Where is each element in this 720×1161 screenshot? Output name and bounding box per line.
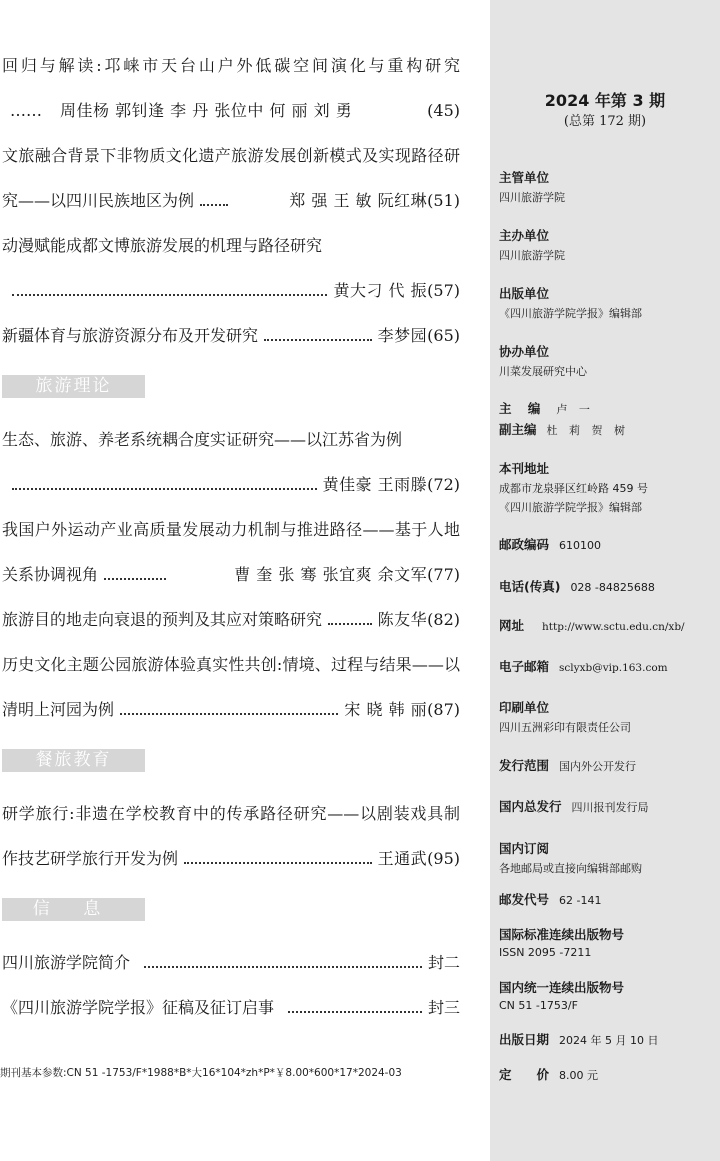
info-subscription: 国内订阅 各地邮局或直接向编辑部邮购	[499, 841, 642, 875]
info-distributor: 国内总发行 四川报刊发行局	[499, 799, 649, 814]
info-co-organizer: 协办单位 川菜发展研究中心	[499, 344, 587, 378]
toc-leader: ……	[10, 101, 42, 120]
toc-authors: 李梦园	[377, 326, 428, 345]
toc-entry-title[interactable]: 动漫赋能成都文博旅游发展的机理与路径研究	[2, 236, 323, 255]
toc-entry-byline	[2, 560, 460, 590]
toc-page: (95)	[427, 849, 460, 868]
info-phone: 电话(传真) 028 -84825688	[499, 579, 655, 594]
dot-leader	[12, 488, 317, 490]
section-heading: 餐旅教育	[2, 749, 145, 772]
toc-page: (51)	[427, 191, 460, 210]
dot-leader	[144, 966, 422, 968]
dot-leader	[288, 1011, 422, 1013]
info-publish-date: 出版日期 2024 年 5 月 10 日	[499, 1032, 659, 1047]
toc-entry-title[interactable]: 文旅融合背景下非物质文化遗产旅游发展创新模式及实现路径研	[2, 146, 460, 165]
toc-entry-byline	[2, 844, 460, 874]
toc-authors: 周佳杨 郭钊逢 李 丹 张位中 何 丽 刘 勇	[60, 101, 353, 120]
toc-entry-byline	[2, 96, 460, 126]
section-heading: 旅游理论	[2, 375, 145, 398]
toc-entry-title[interactable]: 历史文化主题公园旅游体验真实性共创:情境、过程与结果——以	[2, 655, 460, 674]
toc-entry-title[interactable]: 新疆体育与旅游资源分布及开发研究	[2, 326, 259, 345]
toc-entry[interactable]	[2, 948, 460, 978]
toc-title-cont[interactable]: 作技艺研学旅行开发为例	[2, 849, 179, 868]
toc-entry-byline	[2, 276, 460, 306]
info-address: 本刊地址 成都市龙泉驿区红岭路 459 号 《四川旅游学院学报》编辑部	[499, 461, 648, 514]
info-printer: 印刷单位 四川五洲彩印有限责任公司	[499, 700, 631, 734]
info-mail-code: 邮发代号 62 -141	[499, 892, 602, 907]
toc-entry[interactable]	[2, 321, 460, 351]
toc-authors: 黄佳豪 王雨滕	[322, 475, 428, 494]
info-website: 网址 http://www.sctu.edu.cn/xb/	[499, 618, 685, 633]
toc-entry-title[interactable]: 回归与解读:邛崃市天台山户外低碳空间演化与重构研究	[2, 56, 460, 75]
journal-parameters: 期刊基本参数:CN 51 -1753/F*1988*B*大16*104*zh*P*￥8.00*600*17*2024-03	[0, 1067, 402, 1079]
toc-authors: 陈友华	[377, 610, 428, 629]
toc-entry-title[interactable]: 四川旅游学院简介	[2, 953, 131, 972]
toc-authors: 宋 晓 韩 丽	[344, 700, 428, 719]
info-issn: 国际标准连续出版物号 ISSN 2095 -7211	[499, 927, 625, 959]
toc-authors: 王通武	[377, 849, 428, 868]
info-sponsor: 主办单位 四川旅游学院	[499, 228, 565, 262]
dot-leader	[12, 294, 327, 296]
toc-entry-byline	[2, 695, 460, 725]
toc-entry-title[interactable]: 生态、旅游、养老系统耦合度实证研究——以江苏省为例	[2, 430, 403, 449]
toc-entry-title[interactable]: 研学旅行:非遗在学校教育中的传承路径研究——以剧装戏具制	[2, 804, 460, 823]
info-price: 定 价 8.00 元	[499, 1067, 599, 1082]
toc-entry-title[interactable]: 《四川旅游学院学报》征稿及征订启事	[2, 998, 275, 1017]
toc-page: (57)	[427, 281, 460, 300]
toc-page: (87)	[427, 700, 460, 719]
toc-page: 封二	[427, 953, 460, 972]
toc-entry[interactable]	[2, 605, 460, 635]
toc-entry-byline	[2, 470, 460, 500]
toc-authors: 黄大刁 代 振	[333, 281, 428, 300]
dot-leader	[328, 623, 372, 625]
info-cn: 国内统一连续出版物号 CN 51 -1753/F	[499, 980, 625, 1012]
info-deputy-editor: 副主编 杜 莉 贺 树	[499, 422, 630, 437]
info-email: 电子邮箱 sclyxb@vip.163.com	[499, 659, 668, 674]
toc-page: (82)	[427, 610, 460, 629]
toc-title-cont[interactable]: 究——以四川民族地区为例	[2, 191, 195, 210]
dot-leader	[120, 713, 338, 715]
toc-authors: 曹 奎 张 骞 张宜爽 余文军	[234, 565, 428, 584]
toc-page: (65)	[427, 326, 460, 345]
info-distribution-scope: 发行范围 国内外公开发行	[499, 758, 637, 773]
toc-entry-title[interactable]: 我国户外运动产业高质量发展动力机制与推进路径——基于人地	[2, 520, 460, 539]
issue-number: 2024 年第 3 期	[544, 91, 666, 110]
toc-title-cont[interactable]: 关系协调视角	[2, 565, 99, 584]
section-heading: 信 息	[2, 898, 145, 921]
dot-leader	[200, 204, 228, 206]
total-issue: (总第 172 期)	[563, 114, 647, 129]
dot-leader	[264, 339, 372, 341]
dot-leader	[184, 862, 372, 864]
toc-page: (72)	[427, 475, 460, 494]
info-editor: 主 编 卢 一	[499, 401, 594, 416]
info-supervisor: 主管单位 四川旅游学院	[499, 170, 565, 204]
toc-page: 封三	[427, 998, 460, 1017]
toc-entry-byline	[2, 186, 460, 216]
toc-page: (45)	[427, 101, 460, 120]
dot-leader	[104, 578, 166, 580]
masthead-panel	[490, 0, 720, 1161]
toc-authors: 郑 强 王 敏 阮红琳	[289, 191, 428, 210]
toc-entry-title[interactable]: 旅游目的地走向衰退的预判及其应对策略研究	[2, 610, 323, 629]
info-postcode: 邮政编码 610100	[499, 537, 602, 552]
toc-title-cont[interactable]: 清明上河园为例	[2, 700, 115, 719]
toc-entry[interactable]	[2, 993, 460, 1023]
info-publisher: 出版单位 《四川旅游学院学报》编辑部	[499, 286, 642, 320]
toc-page: (77)	[427, 565, 460, 584]
